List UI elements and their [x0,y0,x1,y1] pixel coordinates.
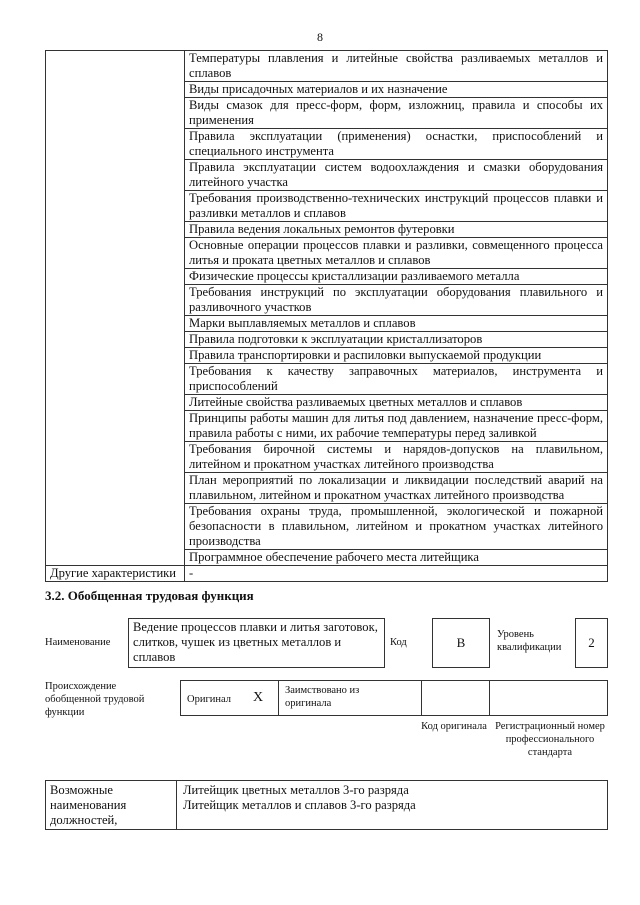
knowledge-item: Требования к качеству заправочных материалов, инструмента и приспособлений [185,364,608,395]
knowledge-item: Правила эксплуатации систем водоохлаждения и смазки оборудования литейного участка [185,160,608,191]
knowledge-item: Требования инструкций по эксплуатации оборудования плавильного и разливочного участков [185,285,608,316]
knowledge-item: Требования производственно-технических инструкций процессов плавки и разливки металлов и сплавов [185,191,608,222]
knowledge-item: Литейные свойства разливаемых цветных металлов и сплавов [185,395,608,411]
level-label: Уровень квалификации [497,629,562,653]
row-label-empty [46,51,185,566]
origin-label: Происхождение обобщенной трудовой функции [45,681,145,718]
table-row [46,51,608,82]
other-value: - [185,566,608,582]
knowledge-item: План мероприятий по локализации и ликвидации последствий аварий на плавильном, литейном и прокатном участках литейного производства [185,473,608,504]
knowledge-item: Марки выплавляемых металлов и сплавов [185,316,608,332]
knowledge-item: Физические процессы кристаллизации разливаемого металла [185,269,608,285]
positions-label: Возможные наименования должностей, [50,783,127,827]
code-label: Код [390,637,407,648]
name-label: Наименование [45,637,111,648]
knowledge-item: Правила эксплуатации (применения) оснастки, приспособлений и специального инструмента [185,129,608,160]
table-row [46,566,608,582]
section-title: 3.2. Обобщенная трудовая функция [45,588,254,603]
name-value: Ведение процессов плавки и литья заготовок, слитков, чушек из цветных металлов и сплавов [128,618,385,668]
knowledge-item: Принципы работы машин для литья под давлением, назначение пресс-форм, правила работы с ними, их рабочие температуры перед заливкой [185,411,608,442]
page-number: 8 [317,30,323,44]
borrowed-label: Заимствовано из оригинала [285,685,360,709]
knowledge-item: Правила подготовки к эксплуатации кристаллизаторов [185,332,608,348]
knowledge-item: Виды смазок для пресс-форм, форм, изложниц, правила и способы их применения [185,98,608,129]
position-2: Литейщик металлов и сплавов 3-го разряда [183,798,416,812]
knowledge-item: Основные операции процессов плавки и разливки, совмещенного процесса литья и проката цветных металлов и сплавов [185,238,608,269]
knowledge-item: Правила ведения локальных ремонтов футеровки [185,222,608,238]
position-1: Литейщик цветных металлов 3-го разряда [183,783,409,797]
positions-table [45,780,608,830]
origin-box [180,680,608,716]
knowledge-item: Правила транспортировки и распиловки выпускаемой продукции [185,348,608,364]
knowledge-table [45,50,608,582]
knowledge-item: Температуры плавления и литейные свойства разливаемых металлов и сплавов [185,51,608,82]
reg-number-caption: Регистрационный номер профессионального стандарта [495,721,605,758]
original-mark: X [253,690,264,705]
knowledge-item: Виды присадочных материалов и их назначение [185,82,608,98]
code-value: B [432,618,490,668]
knowledge-item: Требования охраны труда, промышленной, экологической и пожарной безопасности в плавильном, литейном и прокатном участках литейного производства [185,504,608,550]
level-value: 2 [575,618,608,668]
original-code-caption: Код оригинала [421,721,487,732]
knowledge-item: Программное обеспечение рабочего места литейщика [185,550,608,566]
original-label: Оригинал [187,694,231,705]
other-label: Другие характеристики [46,566,185,582]
knowledge-item: Требования бирочной системы и нарядов-допусков на плавильном, литейном и прокатном участках литейного производства [185,442,608,473]
